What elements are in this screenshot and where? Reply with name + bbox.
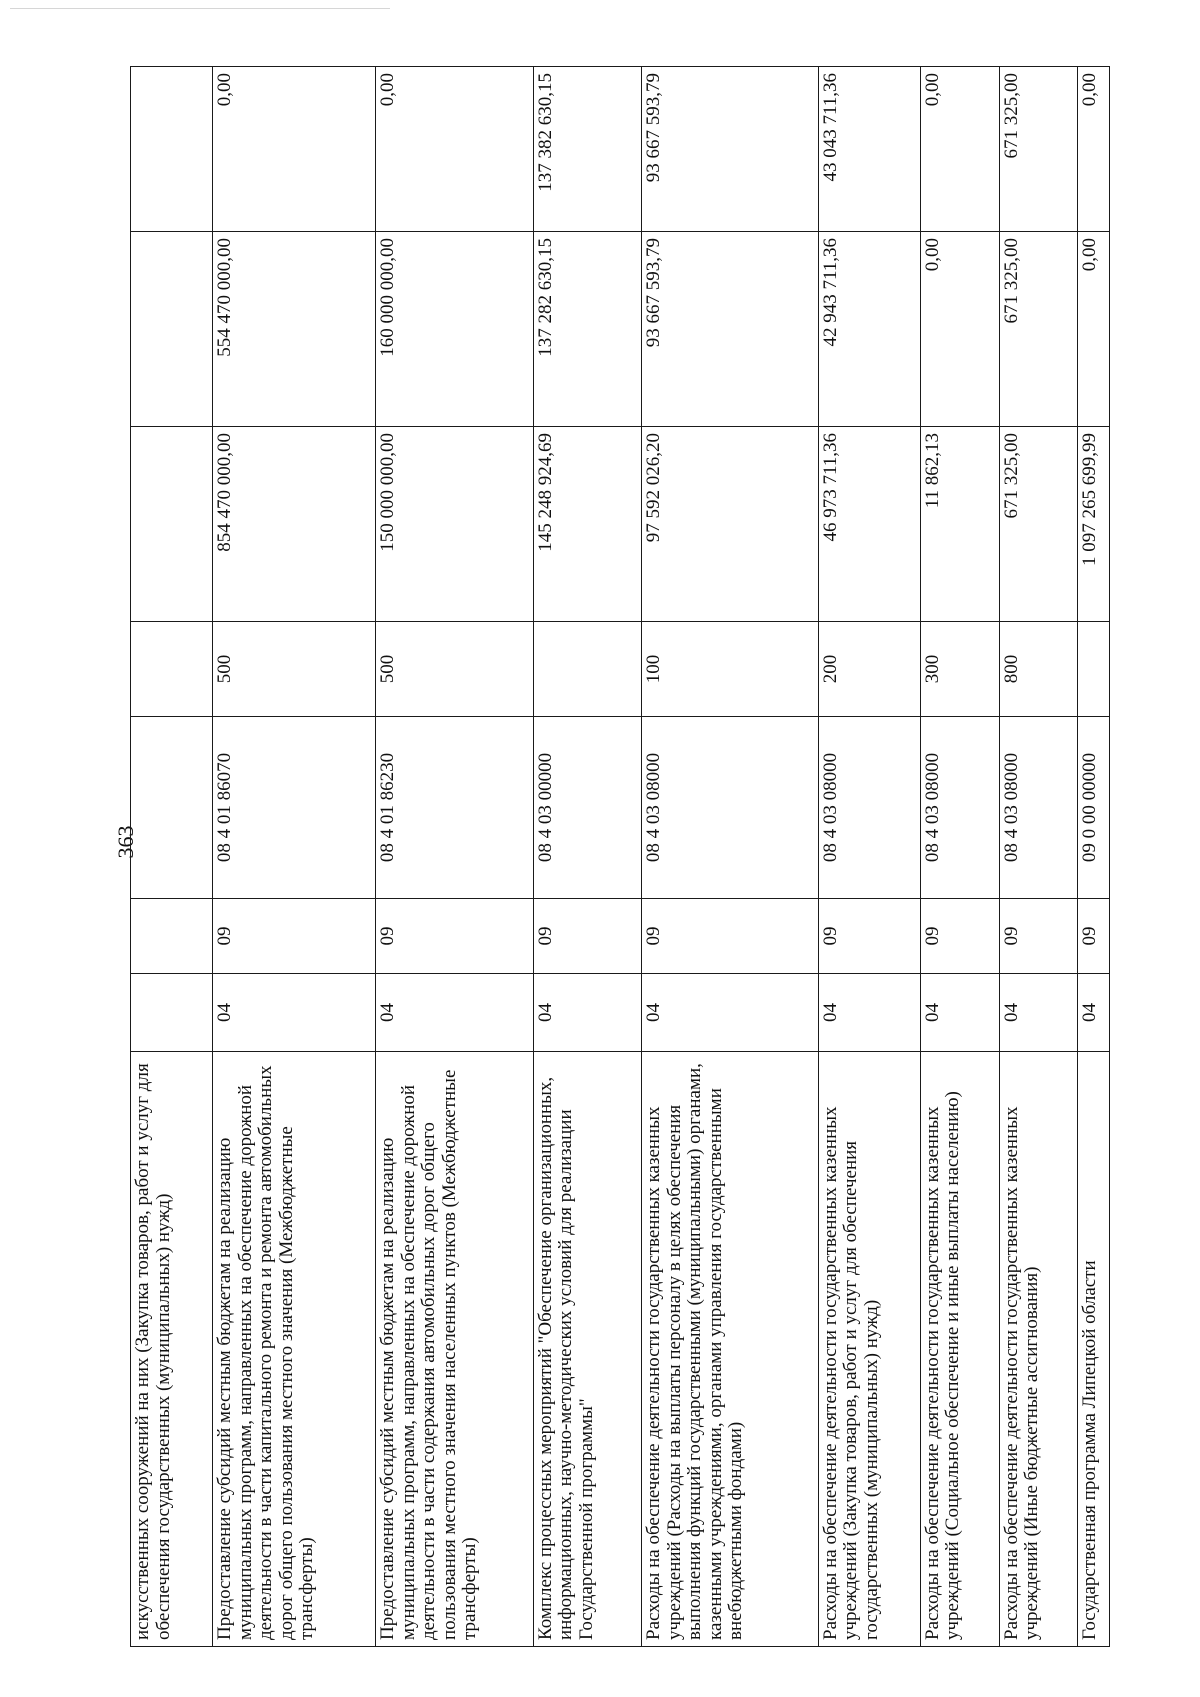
amount-year-1: 1 097 265 699,99 [1078,427,1110,622]
table-row [533,67,641,1647]
section-code: 04 [920,974,999,1052]
row-description: Расходы на обеспечение деятельности государственных казенных учреждений (Социальное обеспечение и иные выплаты населению) [920,1052,999,1647]
amount-year-1: 150 000 000,00 [376,427,534,622]
amount-year-2: 0,00 [1078,232,1110,427]
target-article-code: 08 4 03 08000 [920,717,999,899]
table-row [818,67,920,1647]
target-article-code: 08 4 03 08000 [642,717,819,899]
row-description: Расходы на обеспечение деятельности государственных казенных учреждений (Закупка товаров, работ и услуг для обеспечения государственных (муниципальных) нужд) [818,1052,920,1647]
amount-year-3: 0,00 [213,67,376,232]
row-description: Государственная программа Липецкой области [1078,1052,1110,1647]
amount-year-1 [131,427,213,622]
section-code: 04 [1078,974,1110,1052]
subsection-code: 09 [999,899,1078,974]
amount-year-3: 43 043 711,36 [818,67,920,232]
target-article-code [131,717,213,899]
rotated-table-container [130,67,1110,1647]
table-row [999,67,1078,1647]
scan-edge-mark [10,8,390,13]
subsection-code: 09 [818,899,920,974]
row-description: искусственных сооружений на них (Закупка товаров, работ и услуг для обеспечения государственных (муниципальных) нужд) [131,1052,213,1647]
amount-year-2: 42 943 711,36 [818,232,920,427]
amount-year-3: 137 382 630,15 [533,67,641,232]
amount-year-1: 97 592 026,20 [642,427,819,622]
target-article-code: 09 0 00 00000 [1078,717,1110,899]
amount-year-2: 0,00 [920,232,999,427]
amount-year-2: 93 667 593,79 [642,232,819,427]
section-code: 04 [213,974,376,1052]
page-number: 363 [113,825,138,859]
amount-year-3: 93 667 593,79 [642,67,819,232]
subsection-code [131,899,213,974]
amount-year-3 [131,67,213,232]
amount-year-2: 160 000 000,00 [376,232,534,427]
amount-year-1: 145 248 924,69 [533,427,641,622]
amount-year-1: 671 325,00 [999,427,1078,622]
expense-type-code: 500 [376,622,534,717]
expense-type-code: 300 [920,622,999,717]
amount-year-3: 0,00 [1078,67,1110,232]
target-article-code: 08 4 03 08000 [818,717,920,899]
expense-type-code: 800 [999,622,1078,717]
subsection-code: 09 [642,899,819,974]
amount-year-1: 854 470 000,00 [213,427,376,622]
expense-type-code: 100 [642,622,819,717]
expense-type-code [1078,622,1110,717]
section-code: 04 [999,974,1078,1052]
table-row [376,67,534,1647]
section-code: 04 [642,974,819,1052]
amount-year-2: 671 325,00 [999,232,1078,427]
amount-year-3: 0,00 [376,67,534,232]
amount-year-3: 671 325,00 [999,67,1078,232]
amount-year-2: 554 470 000,00 [213,232,376,427]
amount-year-1: 11 862,13 [920,427,999,622]
target-article-code: 08 4 01 86070 [213,717,376,899]
table-row [920,67,999,1647]
row-description: Расходы на обеспечение деятельности государственных казенных учреждений (Иные бюджетные ассигнования) [999,1052,1078,1647]
section-code: 04 [533,974,641,1052]
target-article-code: 08 4 03 00000 [533,717,641,899]
amount-year-3: 0,00 [920,67,999,232]
amount-year-1: 46 973 711,36 [818,427,920,622]
row-description: Предоставление субсидий местным бюджетам на реализацию муниципальных программ, направленных на обеспечение дорожной деятельности в части содержания автомобильных дорог общего пользования местного значения населенных пунктов (Межбюджетные трансферты) [376,1052,534,1647]
expense-type-code [131,622,213,717]
expense-type-code: 500 [213,622,376,717]
subsection-code: 09 [533,899,641,974]
expense-type-code [533,622,641,717]
subsection-code: 09 [920,899,999,974]
table-row [1078,67,1110,1647]
table-row [642,67,819,1647]
table-row [131,67,213,1647]
expense-type-code: 200 [818,622,920,717]
budget-table [130,66,1110,1647]
amount-year-2: 137 282 630,15 [533,232,641,427]
row-description: Комплекс процессных мероприятий "Обеспечение организационных, информационных, научно-методических условий для реализации Государственной программы" [533,1052,641,1647]
subsection-code: 09 [213,899,376,974]
target-article-code: 08 4 03 08000 [999,717,1078,899]
subsection-code: 09 [1078,899,1110,974]
section-code: 04 [376,974,534,1052]
subsection-code: 09 [376,899,534,974]
row-description: Предоставление субсидий местным бюджетам на реализацию муниципальных программ, направленных на обеспечение дорожной деятельности в части капитального ремонта и ремонта автомобильных дорог общего пользования местного значения (Межбюджетные трансферты) [213,1052,376,1647]
target-article-code: 08 4 01 86230 [376,717,534,899]
row-description: Расходы на обеспечение деятельности государственных казенных учреждений (Расходы на выплаты персоналу в целях обеспечения выполнения функций государственными (муниципальными) органами, казенными учреждениями, органами управления государственными внебюджетными фондами) [642,1052,819,1647]
table-row [213,67,376,1647]
amount-year-2 [131,232,213,427]
section-code: 04 [818,974,920,1052]
section-code [131,974,213,1052]
